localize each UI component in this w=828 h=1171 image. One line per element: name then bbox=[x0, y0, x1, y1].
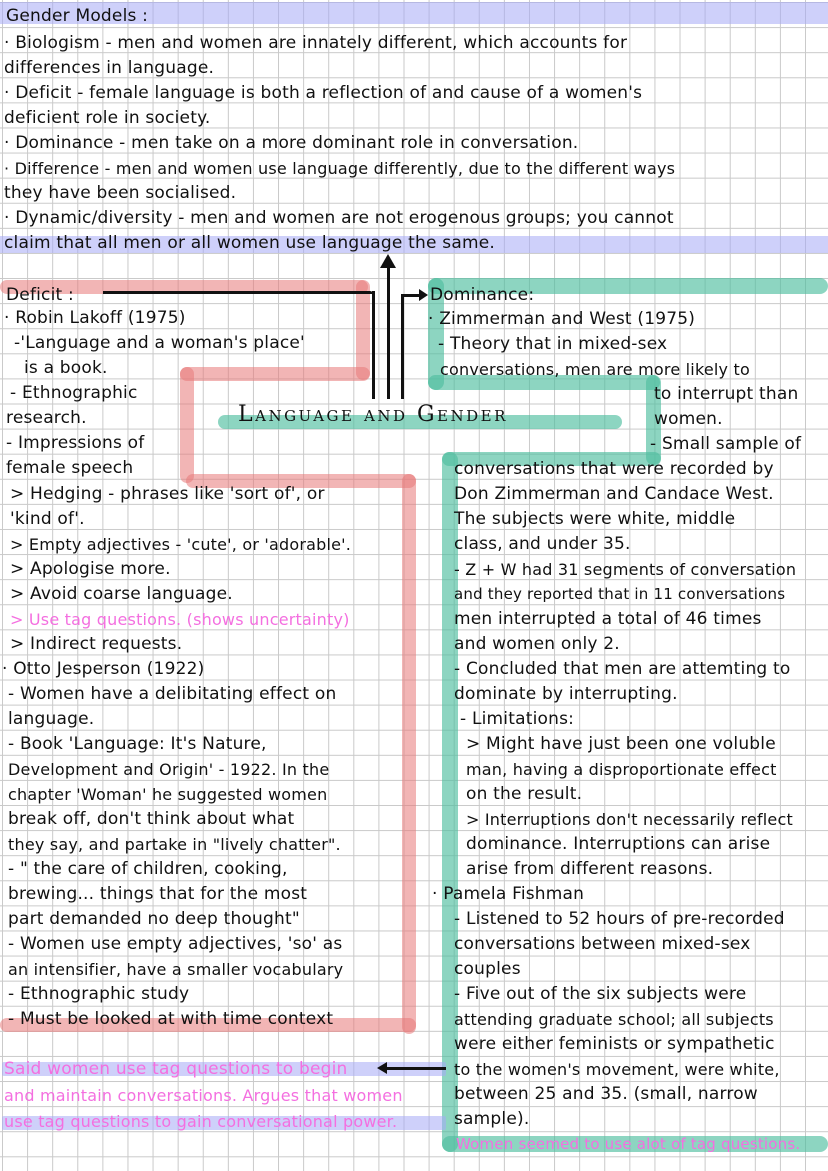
deficit-line: research. bbox=[6, 408, 87, 428]
dominance-line: Don Zimmerman and Candace West. bbox=[454, 484, 774, 504]
deficit-line: they say, and partake in "lively chatter". bbox=[8, 835, 341, 854]
deficit-frame-right-upper bbox=[356, 280, 370, 380]
model-line: claim that all men or all women use language the same. bbox=[4, 233, 495, 253]
dominance-line: dominate by interrupting. bbox=[454, 684, 678, 704]
dominance-line: - Small sample of bbox=[650, 434, 802, 454]
arrow-up-icon bbox=[380, 254, 396, 268]
model-line: · Deficit - female language is both a reflection of and cause of a women's bbox=[4, 83, 643, 103]
model-line: · Dynamic/diversity - men and women are not erogenous groups; you cannot bbox=[4, 208, 674, 228]
pink-note-line: and maintain conversations. Argues that women bbox=[4, 1086, 403, 1105]
arrow-up-shaft bbox=[387, 266, 390, 399]
dominance-line: - Listened to 52 hours of pre-recorded bbox=[454, 909, 785, 929]
dominance-line: sample). bbox=[454, 1109, 530, 1129]
dominance-line: - Limitations: bbox=[460, 709, 575, 729]
deficit-line: - Women use empty adjectives, 'so' as bbox=[8, 934, 343, 954]
model-line: differences in language. bbox=[4, 58, 215, 78]
dominance-heading: Dominance: bbox=[430, 285, 535, 305]
dominance-line: conversations, men are more likely to bbox=[440, 360, 750, 379]
dominance-line: - Z + W had 31 segments of conversation bbox=[454, 560, 797, 579]
model-line: deficient role in society. bbox=[4, 108, 211, 128]
dominance-line: > Interruptions don't necessarily reflect bbox=[466, 810, 793, 829]
deficit-frame-right-lower bbox=[402, 474, 416, 1034]
dominance-line: The subjects were white, middle bbox=[454, 509, 736, 529]
dominance-line: > Might have just been one voluble bbox=[466, 734, 776, 754]
dominance-line: and they reported that in 11 conversations bbox=[454, 585, 786, 603]
dominance-line: class, and under 35. bbox=[454, 534, 631, 554]
dominance-line: to interrupt than bbox=[654, 384, 799, 404]
deficit-line: chapter 'Woman' he suggested women bbox=[8, 785, 328, 804]
dominance-line: man, having a disproportionate effect bbox=[466, 760, 777, 779]
dominance-line: arise from different reasons. bbox=[466, 859, 714, 879]
dominance-line: couples bbox=[454, 959, 521, 979]
deficit-line: break off, don't think about what bbox=[8, 809, 295, 829]
dominance-line: conversations that were recorded by bbox=[454, 459, 774, 479]
dominance-line: were either feminists or sympathetic bbox=[454, 1034, 775, 1054]
dominance-line: - Five out of the six subjects were bbox=[454, 984, 747, 1004]
model-line: · Biologism - men and women are innately different, which accounts for bbox=[4, 33, 628, 53]
arrow-left-icon bbox=[377, 1062, 387, 1074]
deficit-heading: Deficit : bbox=[6, 285, 74, 305]
deficit-line: - Ethnographic study bbox=[8, 984, 190, 1004]
deficit-line: - Impressions of bbox=[6, 433, 145, 453]
pink-note-line: use tag questions to gain conversational power. bbox=[4, 1112, 398, 1131]
dominance-line: to the women's movement, were white, bbox=[454, 1060, 780, 1079]
dominance-pink-note: Women seemed to use alot of tag questions. bbox=[456, 1135, 801, 1153]
deficit-line: - " the care of children, cooking, bbox=[8, 859, 288, 879]
pink-note-line: Said women use tag questions to begin bbox=[4, 1059, 348, 1079]
dominance-line: · Pamela Fishman bbox=[432, 884, 585, 904]
deficit-line: - Women have a delibitating effect on bbox=[8, 684, 337, 704]
connector-deficit-vertical bbox=[372, 291, 375, 399]
deficit-line: is a book. bbox=[24, 358, 108, 378]
connector-dominance-vertical bbox=[401, 294, 404, 399]
gender-models-heading: Gender Models : bbox=[6, 6, 149, 26]
deficit-line: - Ethnographic bbox=[10, 383, 138, 403]
dominance-line: conversations between mixed-sex bbox=[454, 934, 751, 954]
model-line: · Dominance - men take on a more dominant role in conversation. bbox=[4, 133, 579, 153]
page-title: Language and Gender bbox=[238, 402, 508, 427]
model-line: · Difference - men and women use language differently, due to the different ways bbox=[4, 159, 676, 178]
dominance-line: women. bbox=[654, 409, 723, 429]
deficit-line: part demanded no deep thought" bbox=[8, 909, 300, 929]
dominance-line: between 25 and 35. (small, narrow bbox=[454, 1084, 758, 1104]
deficit-line: Development and Origin' - 1922. In the bbox=[8, 760, 330, 779]
deficit-line: · Otto Jesperson (1922) bbox=[2, 659, 205, 679]
deficit-frame-mid bbox=[180, 367, 370, 381]
deficit-line: - Book 'Language: It's Nature, bbox=[8, 734, 267, 754]
arrow-right-icon bbox=[419, 289, 428, 301]
deficit-line: female speech bbox=[6, 458, 134, 478]
connector-deficit-horizontal bbox=[103, 291, 373, 294]
deficit-line: > Avoid coarse language. bbox=[10, 584, 233, 604]
dominance-line: - Concluded that men are attemting to bbox=[454, 659, 791, 679]
deficit-line: language. bbox=[8, 709, 95, 729]
deficit-line: an intensifier, have a smaller vocabulary bbox=[8, 960, 344, 979]
deficit-line: -'Language and a woman's place' bbox=[14, 333, 305, 353]
dominance-line: attending graduate school; all subjects bbox=[454, 1010, 774, 1029]
deficit-line: · Robin Lakoff (1975) bbox=[4, 308, 186, 328]
dominance-line: · Zimmerman and West (1975) bbox=[428, 309, 696, 329]
dominance-line: on the result. bbox=[466, 784, 583, 804]
model-line: they have been socialised. bbox=[4, 183, 237, 203]
deficit-line: > Hedging - phrases like 'sort of', or bbox=[10, 484, 325, 504]
deficit-line: > Apologise more. bbox=[10, 559, 171, 579]
deficit-line: 'kind of'. bbox=[10, 509, 85, 529]
dominance-line: and women only 2. bbox=[454, 634, 620, 654]
dominance-line: men interrupted a total of 46 times bbox=[454, 609, 762, 629]
deficit-line: > Empty adjectives - 'cute', or 'adorable'. bbox=[10, 535, 352, 554]
deficit-line: - Must be looked at with time context bbox=[8, 1009, 334, 1029]
dominance-line: - Theory that in mixed-sex bbox=[438, 334, 668, 354]
deficit-line-tag-questions: > Use tag questions. (shows uncertainty) bbox=[10, 610, 350, 629]
dominance-line: dominance. Interruptions can arise bbox=[466, 834, 771, 854]
deficit-frame-inner-left bbox=[180, 367, 194, 483]
deficit-line: > Indirect requests. bbox=[10, 634, 183, 654]
deficit-line: brewing... things that for the most bbox=[8, 884, 308, 904]
arrow-left-shaft bbox=[386, 1067, 446, 1070]
